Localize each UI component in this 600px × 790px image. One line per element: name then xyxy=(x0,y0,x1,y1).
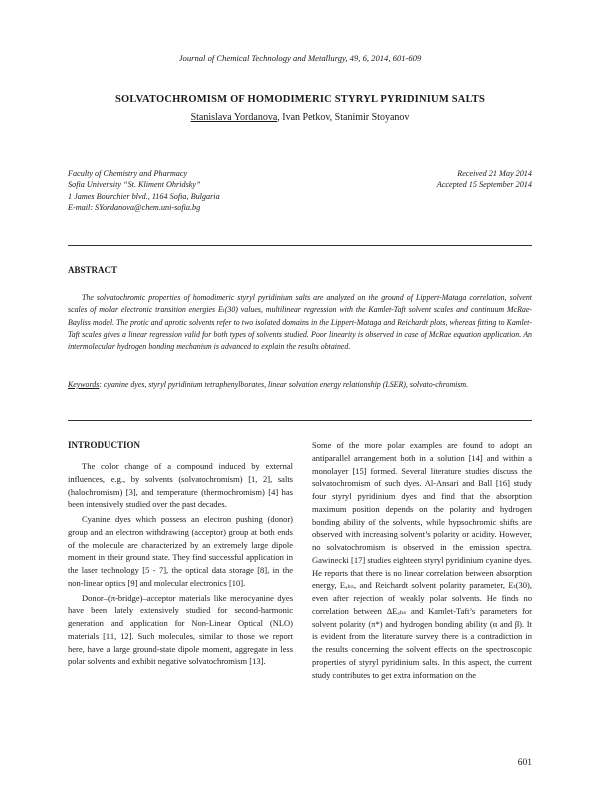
affiliation-faculty: Faculty of Chemistry and Pharmacy xyxy=(68,169,188,178)
dates-block xyxy=(437,168,532,191)
affiliation-block xyxy=(68,168,348,214)
intro-paragraph-4: Some of the more polar examples are found to adopt an antiparallel arrangement both in a solution [14] and within a monolayer [15] formed. Several literature studies discuss the solvatochromism of such dyes. Al-Ansari and Ball [16] study four styryl pyridinium dyes and find that the absorption maximum position depends on the polarity and hydrogen bonding ability of the solvents, while hypsochromic shifts are observed with increasing solvent’s polarity or acidity. However, no solvatochromism is observed in the emission spectra. Gawinecki [17] studies eighteen styryl pyridinium cyanine dyes. He reports that there is no linear correlation between absorption energy, Eₐₕₛ, and Reichardt solvent polarity parameter, Eₜ(30), even after rejection of weakly polar solvents. He finds no correlation between ΔEₐₕₛ and Kamlet-Taft’s parameters for solvent polarity (π*) and hydrogen bonding ability (α and β). It is evident from the literature survey there is a contradiction in the results concerning the solvent effects on the spectroscopic properties of styryl pyridinium salts. In this aspect, the current study contributes to get extra information on the xyxy=(312,440,532,680)
corresponding-author[interactable]: Stanislava Yordanova xyxy=(190,112,278,123)
co-authors: , Ivan Petkov, Stanimir Stoyanov xyxy=(277,112,410,123)
intro-paragraph-3: Donor–(π-bridge)–acceptor materials like merocyanine dyes have been lately extensively studied for second-harmonic generation and application for Non-Linear Optical (NLO) materials [11, 12]. Such molecules, similar to those we report here, have a large ground-state dipole moment, aggregate in less polar solvents and exhibit negative solvatochromism [13]. xyxy=(68,592,293,667)
accepted-date: Accepted 15 September 2014 xyxy=(436,180,532,190)
abstract-body: The solvatochromic properties of homodimeric styryl pyridinium salts are analyzed on the ground of Lippert-Mataga correlation, solvent scales of molar electronic transition energies Eₜ(30) values, multilinear regression with the Kamlet-Taft solvent scales and continuum McRae-Bayliss model. The protic and aprotic solvents refer to two isolated domains in the Lippert-Mataga and Reichardt plots, whereas fitting to Kamlet-Taft scales gives a linear regression valid for both types of solvents studied. Poor linearity is observed in case of McRae equation application. An intermolecular hydrogen bonding mechanism is advanced to explain the results obtained. xyxy=(68,293,532,352)
keywords-line xyxy=(68,379,532,391)
divider-top xyxy=(68,245,532,246)
column-right xyxy=(312,439,532,683)
affiliation-address: 1 James Bourchier blvd., 1164 Sofia, Bulgaria xyxy=(68,191,220,201)
keywords-list: : cyanine dyes, styryl pyridinium tetraphenylborates, linear solvation energy relationship (LSER), solvato-chromism. xyxy=(99,380,469,389)
intro-paragraph-1: The color change of a compound induced by external influences, e.g., by solvents (solvatochromism) [1, 2], salts (halochromism) [3], and temperature (thermochromism) [4] has been intensively studied over the past decades. xyxy=(68,461,293,510)
affiliation-email[interactable]: E-mail: SYordanova@chem.uni-sofia.bg xyxy=(68,203,201,213)
author-list xyxy=(0,112,600,123)
intro-paragraph-2: Cyanine dyes which possess an electron pushing (donor) group and an electron withdrawing (acceptor) group at both ends of the molecule are characterized by an extremely large dipole moment in their ground state. They find successful application in the laser technology [5 - 7], the optical data storage [8], in the non-linear optics [9] and molecular electronics [10]. xyxy=(68,514,293,588)
introduction-heading: INTRODUCTION xyxy=(68,440,141,450)
affiliation-university: Sofia University “St. Kliment Ohridsky” xyxy=(68,180,201,190)
divider-bottom xyxy=(68,420,532,421)
received-date: Received 21 May 2014 xyxy=(457,169,532,178)
journal-header: Journal of Chemical Technology and Metallurgy, 49, 6, 2014, 601-609 xyxy=(178,53,422,63)
keywords-label: Keywords xyxy=(68,380,100,389)
page-number: 601 xyxy=(517,758,532,768)
abstract-heading: ABSTRACT xyxy=(68,265,118,275)
column-left xyxy=(68,440,293,670)
paper-title: SOLVATOCHROMISM OF HOMODIMERIC STYRYL PYRIDINIUM SALTS xyxy=(114,94,486,105)
